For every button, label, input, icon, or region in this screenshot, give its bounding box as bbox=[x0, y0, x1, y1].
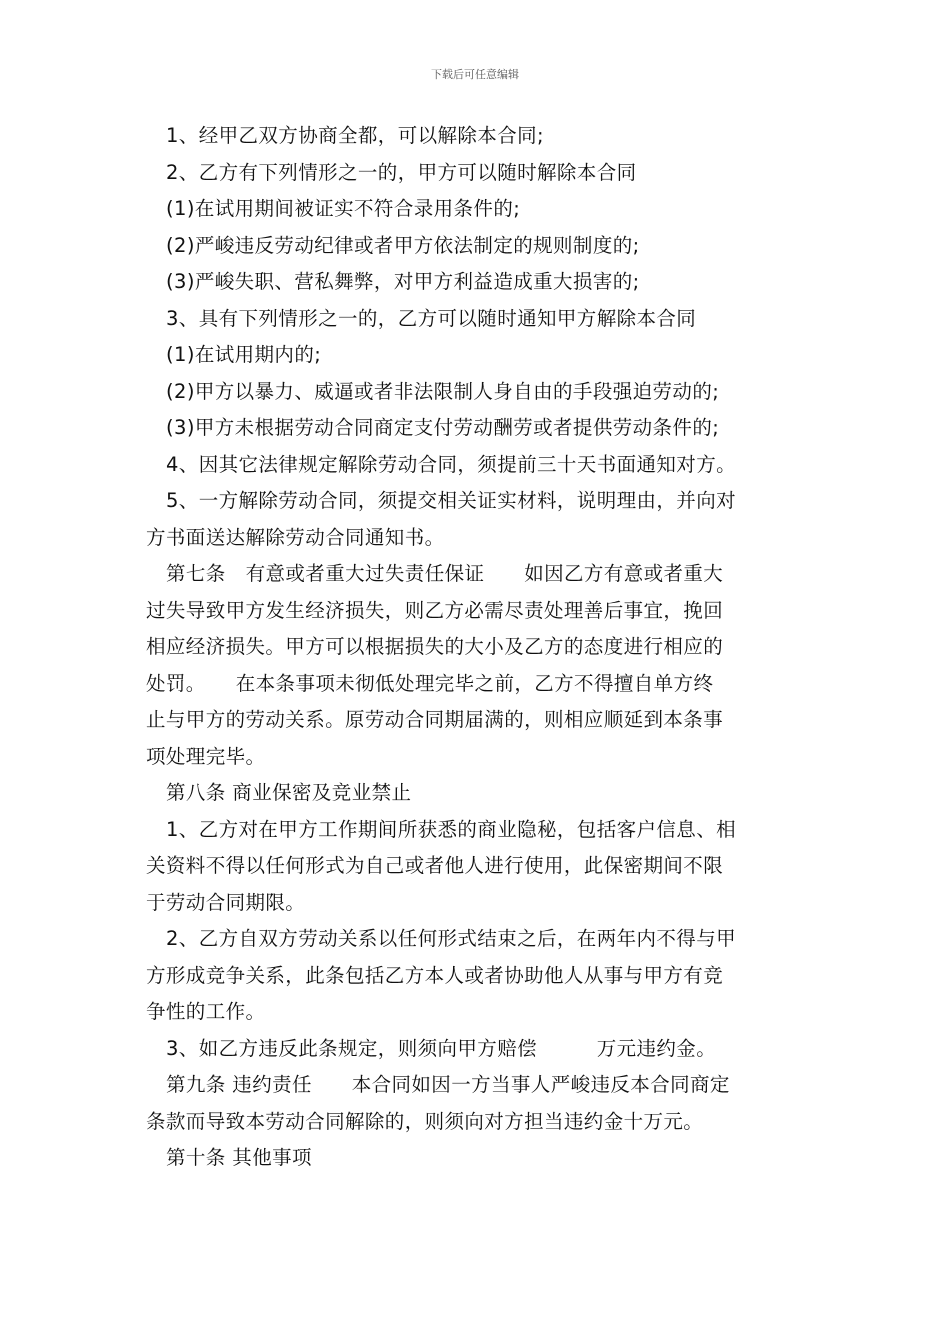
text-line: 3、如乙方违反此条规定，则须向甲方赔偿 万元违约金。 bbox=[166, 1036, 717, 1060]
text-line: 4、因其它法律规定解除劳动合同，须提前三十天书面通知对方。 bbox=[166, 452, 737, 476]
text-line: 过失导致甲方发生经济损失，则乙方必需尽责处理善后事宜，挽回 bbox=[146, 598, 724, 622]
text-line: 关资料不得以任何形式为自己或者他人进行使用，此保密期间不限 bbox=[146, 854, 724, 877]
text-line: (2)严峻违反劳动纪律或者甲方依法制定的规则制度的; bbox=[166, 233, 640, 257]
text-line: 1、经甲乙双方协商全都，可以解除本合同; bbox=[166, 124, 544, 147]
section-heading-7: 第七条 有意或者重大过失责任保证 如因乙方有意或者重大 bbox=[166, 562, 724, 585]
text-line: 争性的工作。 bbox=[146, 1000, 266, 1023]
text-line: 5、一方解除劳动合同，须提交相关证实材料，说明理由，并向对 bbox=[166, 489, 737, 512]
text-line: 方书面送达解除劳动合同通知书。 bbox=[146, 525, 445, 549]
text-line: 1、乙方对在甲方工作期间所获悉的商业隐秘，包括客户信息、相 bbox=[166, 817, 737, 841]
text-line: (2)甲方以暴力、威逼或者非法限制人身自由的手段强迫劳动的; bbox=[166, 379, 720, 403]
text-line: (3)甲方未根据劳动合同商定支付劳动酬劳或者提供劳动条件的; bbox=[166, 416, 720, 439]
text-line: 处罚。 在本条事项未彻低处理完毕之前，乙方不得擅自单方终 bbox=[146, 671, 714, 695]
text-line: (1)在试用期内的; bbox=[166, 343, 322, 366]
text-line: 于劳动合同期限。 bbox=[146, 890, 306, 914]
text-line: 条款而导致本劳动合同解除的，则须向对方担当违约金十万元。 bbox=[146, 1109, 704, 1133]
text-line: (3)严峻失职、营私舞弊，对甲方利益造成重大损害的; bbox=[166, 270, 640, 293]
page-header: 下载后可任意编辑 bbox=[431, 68, 519, 81]
text-line: (1)在试用期间被证实不符合录用条件的; bbox=[166, 197, 521, 220]
document-body bbox=[146, 118, 810, 1177]
text-line: 2、乙方自双方劳动关系以任何形式结束之后，在两年内不得与甲 bbox=[166, 927, 737, 950]
text-line: 止与甲方的劳动关系。原劳动合同期届满的，则相应顺延到本条事 bbox=[146, 708, 724, 731]
text-line: 相应经济损失。甲方可以根据损失的大小及乙方的态度进行相应的 bbox=[146, 635, 724, 658]
text-line: 方形成竞争关系，此条包括乙方本人或者协助他人从事与甲方有竞 bbox=[146, 963, 724, 987]
text-line: 3、具有下列情形之一的，乙方可以随时通知甲方解除本合同 bbox=[166, 306, 697, 330]
section-heading-10: 第十条 其他事项 bbox=[166, 1146, 312, 1169]
text-line: 2、乙方有下列情形之一的，甲方可以随时解除本合同 bbox=[166, 160, 637, 184]
section-heading-8: 第八条 商业保密及竞业禁止 bbox=[166, 781, 412, 804]
section-heading-9: 第九条 违约责任 本合同如因一方当事人严峻违反本合同商定 bbox=[166, 1073, 730, 1096]
text-line: 项处理完毕。 bbox=[146, 744, 266, 768]
